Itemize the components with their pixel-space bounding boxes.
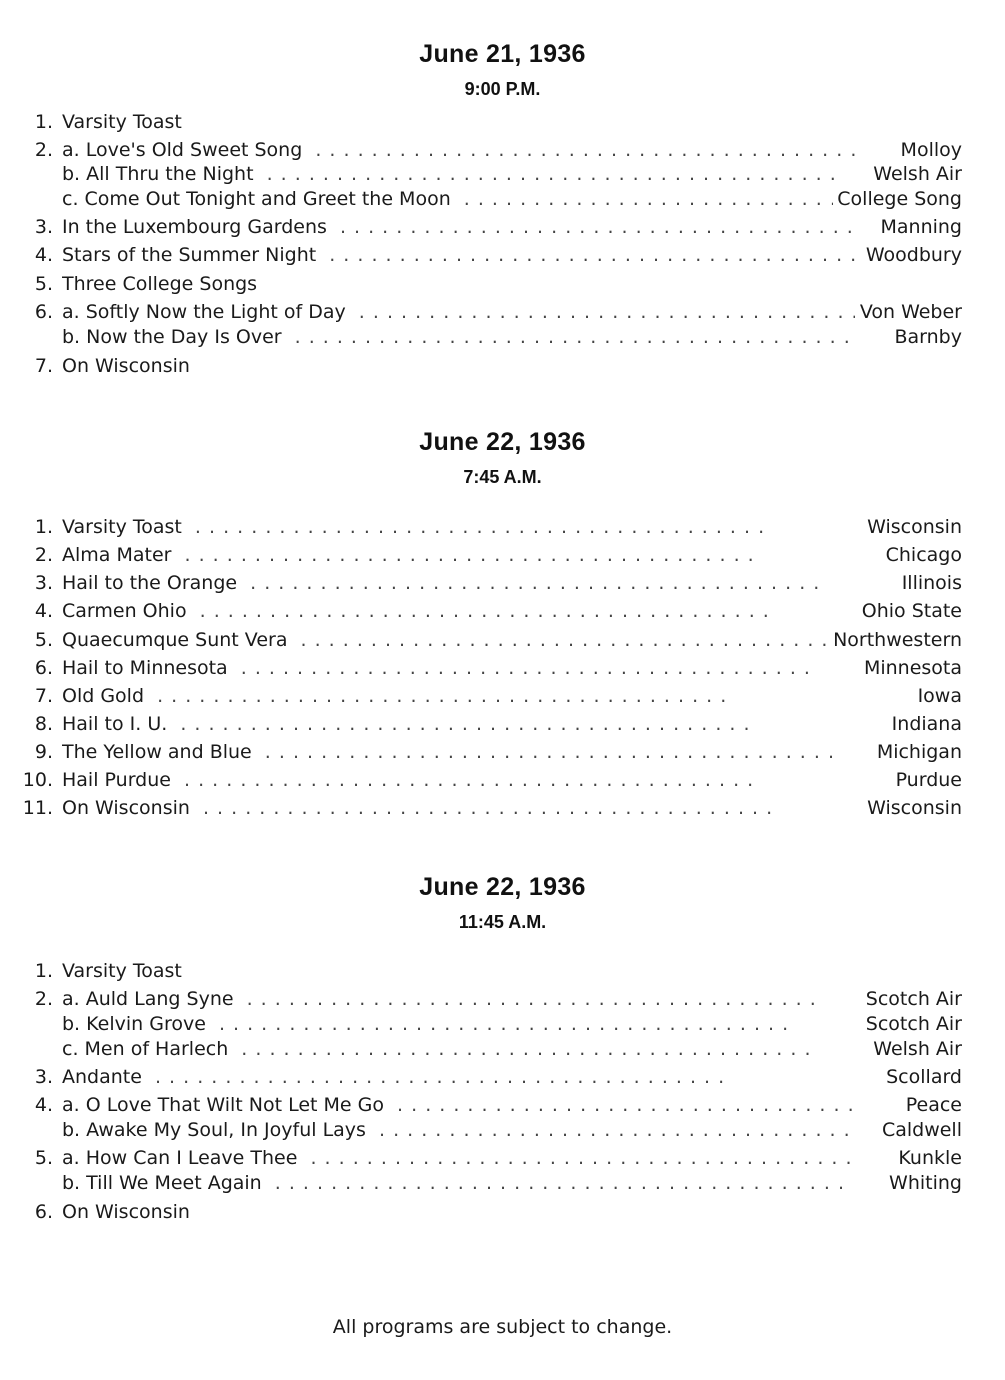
program-item: 4. Carmen Ohio . . Ohio State bbox=[0, 599, 1005, 623]
program-item: 3. Andante . . Scollard bbox=[0, 1065, 1005, 1089]
program-item: 7. Old Gold . . Iowa bbox=[0, 684, 1005, 708]
program-item: 4. Stars of the Summer Night . . Woodbury bbox=[0, 243, 1005, 267]
program-items bbox=[0, 488, 1005, 818]
program-time: 11:45 A.M. bbox=[458, 912, 547, 932]
program-item: c. Come Out Tonight and Greet the Moon . . College Song bbox=[0, 187, 1005, 211]
program-items bbox=[0, 933, 1005, 1223]
program-section-3 bbox=[0, 873, 1005, 1223]
program-date: June 21, 1936 bbox=[419, 40, 586, 68]
program-item: 2. a. Auld Lang Syne . . Scotch Air bbox=[0, 987, 1005, 1011]
footer-note: All programs are subject to change. bbox=[332, 1316, 673, 1338]
program-time: 7:45 A.M. bbox=[463, 467, 542, 487]
program-time: 9:00 P.M. bbox=[464, 79, 541, 99]
program-item: 2. a. Love's Old Sweet Song . . Molloy bbox=[0, 138, 1005, 162]
program-item: 5. a. How Can I Leave Thee . . Kunkle bbox=[0, 1146, 1005, 1170]
program-item: b. Kelvin Grove . . Scotch Air bbox=[0, 1012, 1005, 1036]
program-section-2 bbox=[0, 428, 1005, 818]
program-item: 6. a. Softly Now the Light of Day . . Von Weber bbox=[0, 300, 1005, 324]
program-item: 8. Hail to I. U. . . Indiana bbox=[0, 712, 1005, 736]
program-item: 1. Varsity Toast bbox=[0, 110, 1005, 134]
program-item: 3. Hail to the Orange . . Illinois bbox=[0, 571, 1005, 595]
program-item: 10. Hail Purdue . . Purdue bbox=[0, 768, 1005, 792]
program-item: b. Till We Meet Again . . Whiting bbox=[0, 1171, 1005, 1195]
program-item: 1. Varsity Toast . . Wisconsin bbox=[0, 515, 1005, 539]
program-item: 4. a. O Love That Wilt Not Let Me Go . . Peace bbox=[0, 1093, 1005, 1117]
program-item: 5. Quaecumque Sunt Vera . . Northwestern bbox=[0, 628, 1005, 652]
program-item: 11. On Wisconsin . . Wisconsin bbox=[0, 796, 1005, 820]
program-item: b. Awake My Soul, In Joyful Lays . . Caldwell bbox=[0, 1118, 1005, 1142]
program-item: 6. Hail to Minnesota . . Minnesota bbox=[0, 656, 1005, 680]
program-items bbox=[0, 100, 1005, 377]
program-item: 7. On Wisconsin bbox=[0, 354, 1005, 378]
program-date: June 22, 1936 bbox=[419, 873, 586, 901]
program-section-1 bbox=[0, 40, 1005, 377]
program-item: 6. On Wisconsin bbox=[0, 1200, 1005, 1224]
program-item: 1. Varsity Toast bbox=[0, 959, 1005, 983]
program-item: b. All Thru the Night . . Welsh Air bbox=[0, 162, 1005, 186]
program-date: June 22, 1936 bbox=[419, 428, 586, 456]
program-item: 5. Three College Songs bbox=[0, 272, 1005, 296]
program-item: 2. Alma Mater . . Chicago bbox=[0, 543, 1005, 567]
program-item: 3. In the Luxembourg Gardens . . Manning bbox=[0, 215, 1005, 239]
program-item: c. Men of Harlech . . Welsh Air bbox=[0, 1037, 1005, 1061]
program-item: 9. The Yellow and Blue . . Michigan bbox=[0, 740, 1005, 764]
program-item: b. Now the Day Is Over . . Barnby bbox=[0, 325, 1005, 349]
